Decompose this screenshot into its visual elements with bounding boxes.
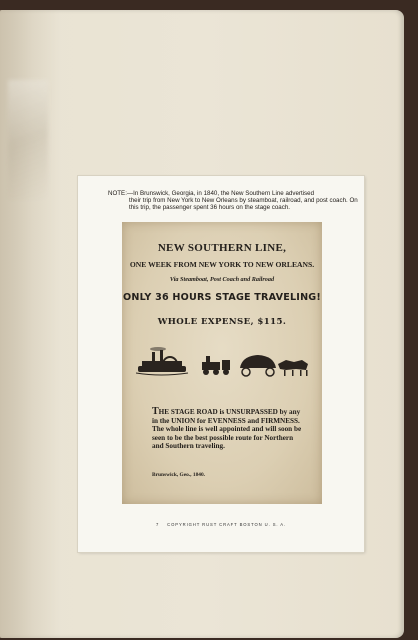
- poster-body: [152, 408, 302, 451]
- poster: [122, 222, 322, 504]
- note-caption: [108, 190, 358, 212]
- poster-expense: WHOLE EXPENSE, $115.: [157, 317, 287, 327]
- card-mount: [78, 176, 364, 552]
- steamboat-icon: [136, 347, 188, 375]
- poster-body-initial: T: [152, 406, 159, 417]
- locomotive-icon: [202, 356, 230, 375]
- note-first-line: NOTE:—In Brunswick, Georgia, in 1840, the New Southern Line advertised: [108, 190, 315, 197]
- note-rest: their trip from New York to New Orleans by steamboat, railroad, and post coach. On this trip, the passenger spent 36 hours on the stage coach.: [129, 197, 358, 212]
- poster-headline: ONLY 36 HOURS STAGE TRAVELING!: [123, 292, 321, 303]
- poster-via: Via Steamboat, Post Coach and Railroad: [169, 276, 275, 283]
- card-number: 7: [155, 522, 160, 527]
- poster-title: NEW SOUTHERN LINE,: [157, 242, 287, 254]
- poster-subtitle: ONE WEEK FROM NEW YORK TO NEW ORLEANS.: [129, 260, 315, 269]
- copyright-text: COPYRIGHT RUST CRAFT BOSTON U. S. A.: [167, 522, 287, 527]
- album-page: [0, 10, 404, 638]
- page-crease: [8, 80, 48, 200]
- copyright-line: [78, 522, 364, 527]
- poster-body-text: HE STAGE ROAD is UNSURPASSED by any in the UNION for EVENNESS and FIRMNESS. The whole line is well appointed and will soon be seen to be the best possible route for Northern and Southern traveling.: [152, 408, 302, 451]
- stage-coach-icon: [240, 355, 308, 376]
- poster-place-date: Brunswick, Geo., 1840.: [152, 472, 206, 478]
- vehicles-illustration: [136, 346, 312, 382]
